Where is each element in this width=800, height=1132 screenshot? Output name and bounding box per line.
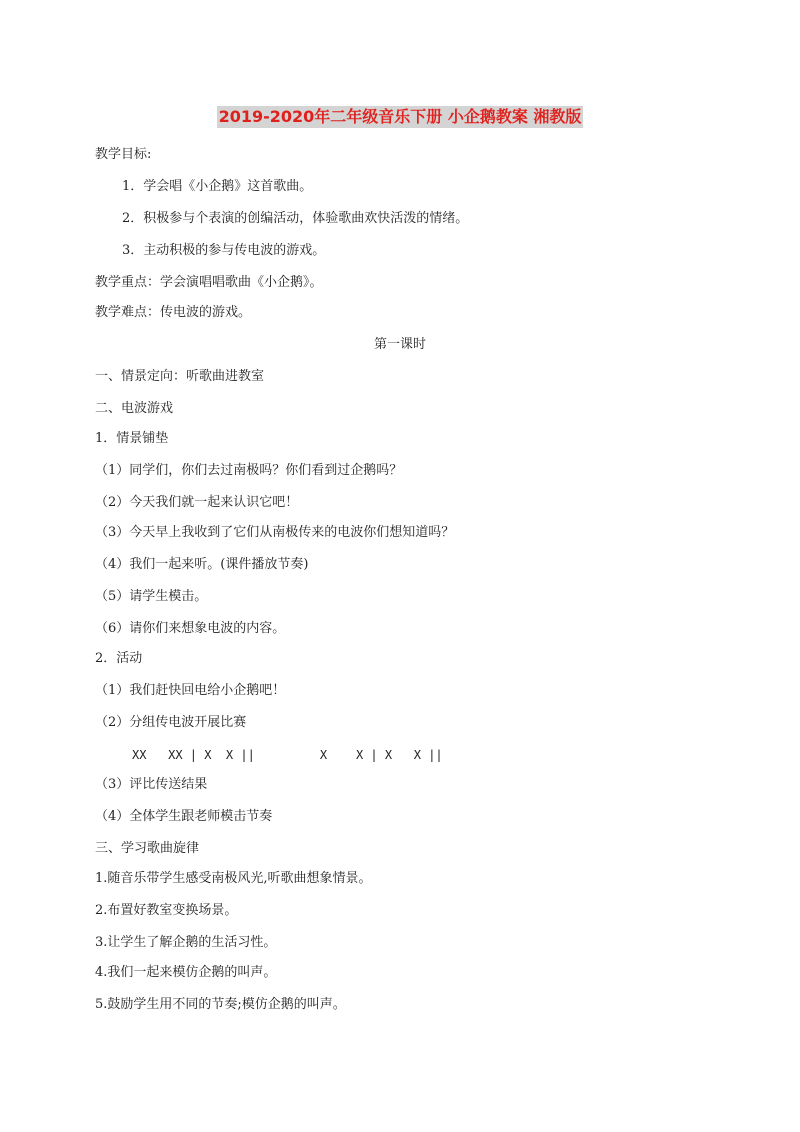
list-item: （4）全体学生跟老师模击节奏: [95, 809, 273, 824]
goal-item-3: 3．主动积极的参与传电波的游戏。: [122, 243, 326, 258]
goal-item-1: 1．学会唱《小企鹅》这首歌曲。: [122, 179, 313, 194]
document-title: 2019-2020年二年级音乐下册 小企鹅教案 湘教版: [218, 107, 582, 126]
difficulty-point: 教学难点：传电波的游戏。: [95, 305, 252, 320]
goal-item-2: 2．积极参与个表演的创编活动，体验歌曲欢快活泼的情绪。: [122, 211, 469, 226]
list-item: （1）同学们，你们去过南极吗？你们看到过企鹅吗？: [95, 463, 403, 478]
goals-heading: 教学目标:: [95, 147, 152, 162]
title-container: [0, 106, 800, 128]
list-item: （6）请你们来想象电波的内容。: [95, 621, 286, 636]
step-item: 3.让学生了解企鹅的生活习性。: [95, 935, 277, 950]
list-item: （3）评比传送结果: [95, 777, 208, 792]
step-item: 1.随音乐带学生感受南极风光,听歌曲想象情景。: [95, 871, 372, 886]
sub-heading-2: 2．活动: [95, 651, 143, 666]
section-heading-1: 一、情景定向：听歌曲进教室: [95, 369, 265, 384]
list-item: （1）我们赶快回电给小企鹅吧！: [95, 683, 286, 698]
step-item: 2.布置好教室变换场景。: [95, 903, 238, 918]
list-item: （4）我们一起来听。(课件播放节奏): [95, 557, 309, 572]
lesson-heading: 第一课时: [373, 337, 426, 352]
list-item: （2）今天我们就一起来认识它吧！: [95, 495, 299, 510]
key-point: 教学重点：学会演唱唱歌曲《小企鹅》。: [95, 275, 323, 290]
list-item: （3）今天早上我收到了它们从南极传来的电波你们想知道吗？: [95, 525, 455, 540]
step-item: 4.我们一起来模仿企鹅的叫声。: [95, 965, 277, 980]
step-item: 5.鼓励学生用不同的节奏;模仿企鹅的叫声。: [95, 997, 346, 1012]
list-item: （5）请学生模击。: [95, 589, 208, 604]
section-heading-3: 三、学习歌曲旋律: [95, 841, 200, 856]
rhythm-notation: XX XX | X X || X X | X X ||: [132, 748, 443, 762]
sub-heading-1: 1．情景铺垫: [95, 431, 169, 446]
section-heading-2: 二、电波游戏: [95, 401, 174, 416]
list-item: （2）分组传电波开展比赛: [95, 715, 247, 730]
